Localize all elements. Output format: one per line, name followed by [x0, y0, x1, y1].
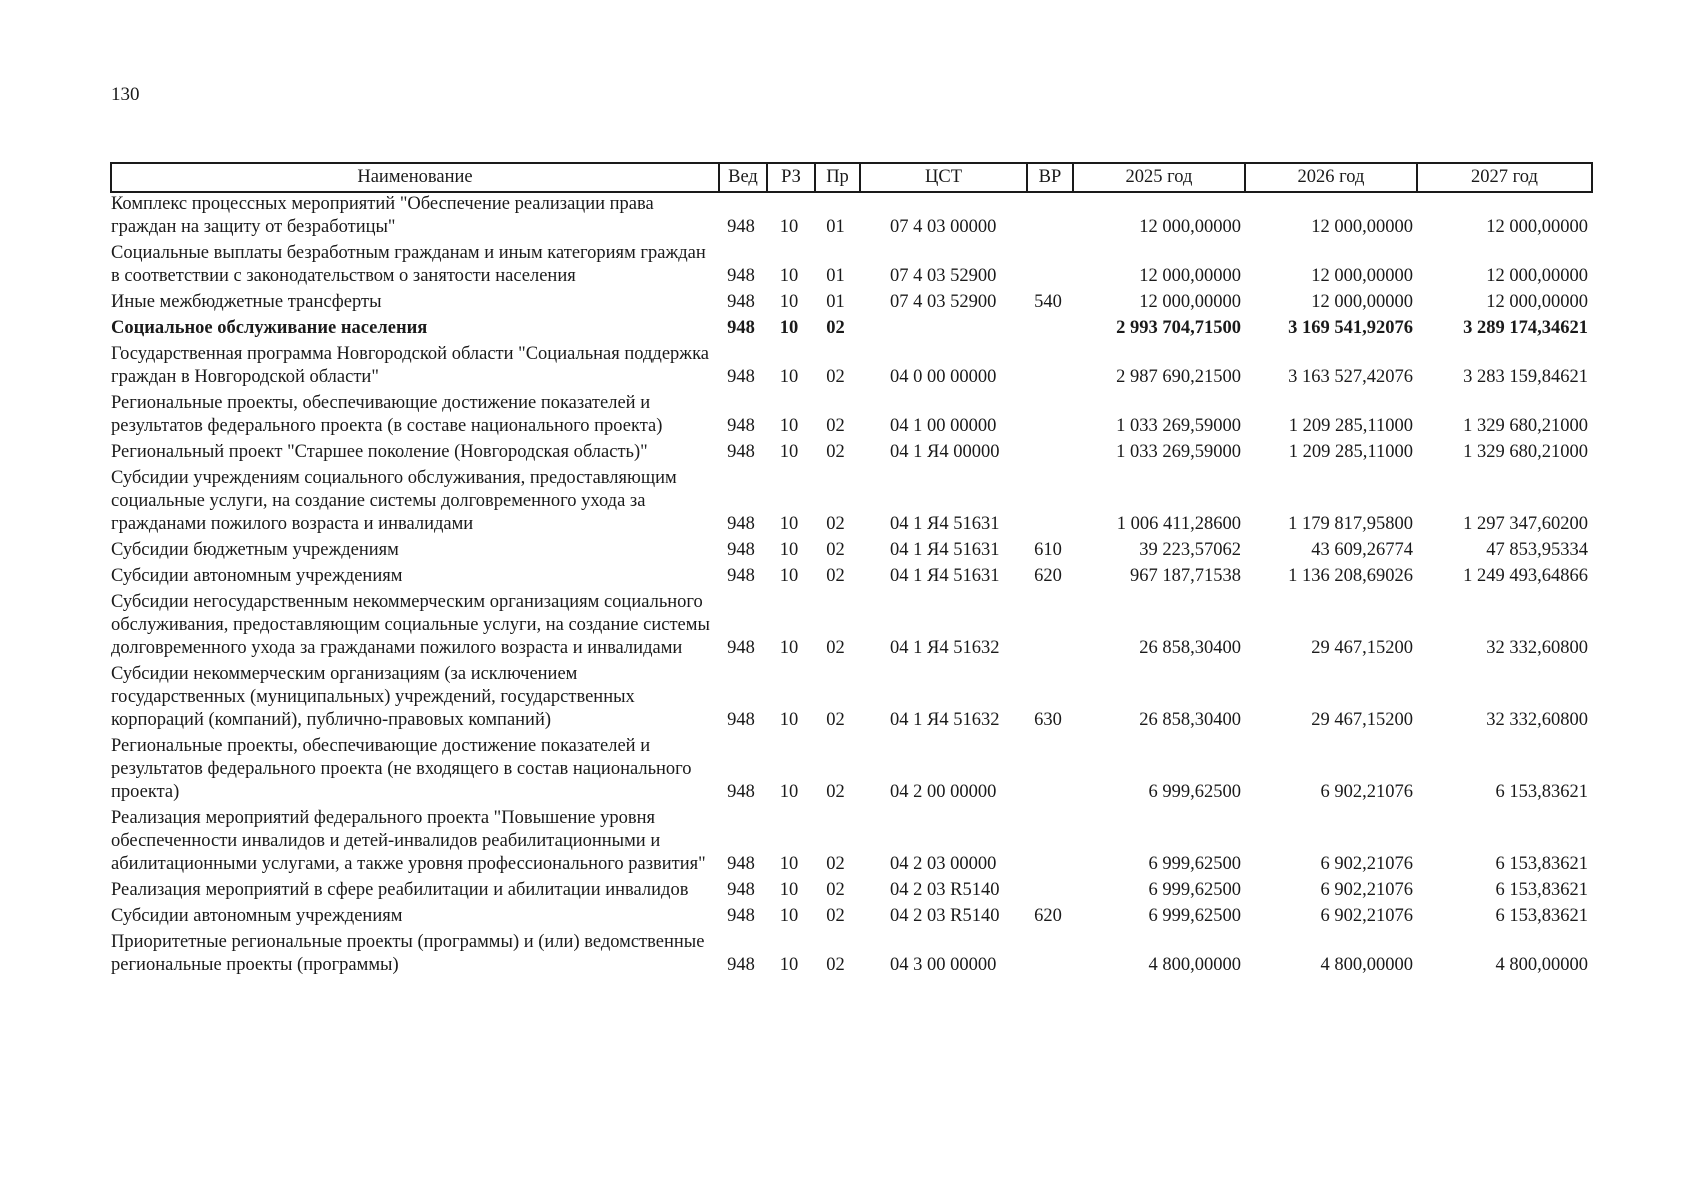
cell-2025: 12 000,00000	[1139, 217, 1241, 237]
cell-rz: 10	[779, 514, 799, 534]
cell-2026: 12 000,00000	[1311, 217, 1413, 237]
cell-2026: 6 902,21076	[1320, 782, 1413, 802]
cell-2025: 6 999,62500	[1148, 854, 1241, 874]
cell-rz: 10	[779, 540, 799, 560]
table-row	[111, 879, 1592, 905]
cell-2027: 1 297 347,60200	[1463, 514, 1588, 534]
cell-pr: 02	[826, 710, 845, 730]
cell-2027: 32 332,60800	[1486, 710, 1588, 730]
cell-2027: 4 800,00000	[1495, 955, 1588, 975]
cell-cst: 07 4 03 00000	[890, 217, 997, 237]
cell-ved: 948	[727, 955, 755, 975]
cell-vr	[1027, 343, 1073, 392]
cell-2026: 12 000,00000	[1311, 266, 1413, 286]
table-row	[111, 539, 1592, 565]
cell-vr: 610	[1034, 540, 1062, 560]
cell-2027: 32 332,60800	[1486, 638, 1588, 658]
cell-ved: 948	[727, 540, 755, 560]
cell-2025: 1 006 411,28600	[1116, 514, 1241, 534]
cell-ved: 948	[727, 292, 755, 312]
cell-2026: 1 209 285,11000	[1288, 416, 1413, 436]
cell-vr	[1027, 735, 1073, 807]
cell-cst: 04 2 03 R5140	[890, 906, 1000, 926]
table-row	[111, 735, 1592, 807]
cell-pr: 02	[826, 906, 845, 926]
cell-cst: 04 3 00 00000	[890, 955, 997, 975]
header-vr: ВР	[1027, 163, 1073, 192]
cell-pr: 01	[826, 217, 845, 237]
cell-pr: 02	[826, 540, 845, 560]
cell-name: Социальное обслуживание населения	[111, 318, 428, 338]
table-row	[111, 807, 1592, 879]
cell-pr: 02	[826, 318, 845, 338]
cell-ved: 948	[727, 782, 755, 802]
cell-2026: 1 136 208,69026	[1288, 566, 1413, 586]
cell-ved: 948	[727, 566, 755, 586]
header-cst: ЦСТ	[860, 163, 1027, 192]
cell-cst: 07 4 03 52900	[890, 266, 997, 286]
cell-2026: 6 902,21076	[1320, 906, 1413, 926]
cell-2027: 6 153,83621	[1495, 880, 1588, 900]
cell-vr	[1027, 441, 1073, 467]
table-row	[111, 441, 1592, 467]
cell-ved: 948	[727, 710, 755, 730]
cell-2027: 1 249 493,64866	[1463, 566, 1588, 586]
cell-2025: 6 999,62500	[1148, 782, 1241, 802]
cell-cst: 04 2 03 R5140	[890, 880, 1000, 900]
cell-rz: 10	[779, 880, 799, 900]
cell-name: Реализация мероприятий федерального проекта "Повышение уровня обеспеченности инвалидов и детей-инвалидов реабилитационными и абилитационными услугами, а также уровня профессионального развития"	[111, 808, 706, 874]
cell-name: Реализация мероприятий в сфере реабилитации и абилитации инвалидов	[111, 880, 689, 900]
cell-pr: 02	[826, 514, 845, 534]
cell-2025: 26 858,30400	[1139, 638, 1241, 658]
cell-name: Субсидии бюджетным учреждениям	[111, 540, 399, 560]
cell-rz: 10	[779, 906, 799, 926]
cell-2026: 3 163 527,42076	[1288, 367, 1413, 387]
cell-ved: 948	[727, 367, 755, 387]
cell-2027: 3 283 159,84621	[1463, 367, 1588, 387]
cell-ved: 948	[727, 416, 755, 436]
cell-vr: 620	[1034, 566, 1062, 586]
cell-2025: 12 000,00000	[1139, 292, 1241, 312]
cell-vr	[1027, 807, 1073, 879]
cell-vr	[1027, 879, 1073, 905]
cell-2026: 3 169 541,92076	[1288, 318, 1413, 338]
cell-ved: 948	[727, 217, 755, 237]
cell-name: Приоритетные региональные проекты (программы) и (или) ведомственные региональные проекты (программы)	[111, 932, 705, 975]
cell-pr: 02	[826, 442, 845, 462]
cell-vr	[1027, 591, 1073, 663]
table-row	[111, 663, 1592, 735]
cell-2025: 2 993 704,71500	[1116, 318, 1241, 338]
cell-vr	[1027, 931, 1073, 980]
cell-2026: 6 902,21076	[1320, 880, 1413, 900]
cell-cst: 04 2 03 00000	[890, 854, 997, 874]
cell-rz: 10	[779, 416, 799, 436]
cell-pr: 02	[826, 416, 845, 436]
cell-cst	[860, 317, 1027, 343]
cell-rz: 10	[779, 266, 799, 286]
cell-2026: 1 209 285,11000	[1288, 442, 1413, 462]
cell-cst: 04 0 00 00000	[890, 367, 997, 387]
cell-cst: 04 1 00 00000	[890, 416, 997, 436]
table-row	[111, 192, 1592, 242]
table-row	[111, 931, 1592, 980]
cell-ved: 948	[727, 880, 755, 900]
cell-2025: 39 223,57062	[1139, 540, 1241, 560]
cell-cst: 04 1 Я4 51631	[890, 566, 1000, 586]
cell-name: Иные межбюджетные трансферты	[111, 292, 382, 312]
cell-cst: 04 1 Я4 51632	[890, 638, 1000, 658]
header-2025: 2025 год	[1073, 163, 1245, 192]
cell-vr	[1027, 467, 1073, 539]
cell-ved: 948	[727, 514, 755, 534]
cell-ved: 948	[727, 638, 755, 658]
header-2026: 2026 год	[1245, 163, 1417, 192]
cell-pr: 02	[826, 782, 845, 802]
table-row	[111, 317, 1592, 343]
cell-rz: 10	[779, 638, 799, 658]
cell-2025: 4 800,00000	[1148, 955, 1241, 975]
cell-2027: 6 153,83621	[1495, 854, 1588, 874]
cell-vr	[1027, 392, 1073, 441]
cell-2025: 12 000,00000	[1139, 266, 1241, 286]
cell-cst: 04 1 Я4 00000	[890, 442, 1000, 462]
budget-table	[110, 162, 1593, 980]
cell-vr: 620	[1034, 906, 1062, 926]
table-row	[111, 291, 1592, 317]
cell-name: Субсидии негосударственным некоммерческим организациям социального обслуживания, предоставляющим социальные услуги, на создание системы долговременного ухода за гражданами пожилого возраста и инвалидами	[111, 592, 710, 658]
cell-name: Региональные проекты, обеспечивающие достижение показателей и результатов федерального проекта (в составе национального проекта)	[111, 393, 663, 436]
cell-pr: 02	[826, 566, 845, 586]
cell-pr: 01	[826, 292, 845, 312]
cell-cst: 04 1 Я4 51631	[890, 540, 1000, 560]
cell-name: Социальные выплаты безработным гражданам и иным категориям граждан в соответствии с законодательством о занятости населения	[111, 243, 706, 286]
table-row	[111, 467, 1592, 539]
cell-2027: 12 000,00000	[1486, 217, 1588, 237]
table-row	[111, 242, 1592, 291]
cell-2026: 4 800,00000	[1320, 955, 1413, 975]
cell-name: Комплекс процессных мероприятий "Обеспечение реализации права граждан на защиту от безработицы"	[111, 194, 654, 237]
cell-cst: 04 2 00 00000	[890, 782, 997, 802]
table-row	[111, 565, 1592, 591]
cell-2027: 1 329 680,21000	[1463, 416, 1588, 436]
cell-cst: 04 1 Я4 51631	[890, 514, 1000, 534]
cell-vr	[1027, 192, 1073, 242]
cell-ved: 948	[727, 266, 755, 286]
cell-ved: 948	[727, 906, 755, 926]
cell-ved: 948	[727, 318, 755, 338]
cell-vr: 540	[1034, 292, 1062, 312]
cell-rz: 10	[779, 367, 799, 387]
cell-rz: 10	[779, 442, 799, 462]
cell-rz: 10	[779, 318, 799, 338]
cell-2025: 967 187,71538	[1130, 566, 1241, 586]
cell-pr: 02	[826, 854, 845, 874]
cell-pr: 02	[826, 638, 845, 658]
cell-cst: 07 4 03 52900	[890, 292, 997, 312]
header-ved: Вед	[719, 163, 767, 192]
cell-rz: 10	[779, 854, 799, 874]
cell-2027: 6 153,83621	[1495, 782, 1588, 802]
cell-name: Региональный проект "Старшее поколение (Новгородская область)"	[111, 442, 648, 462]
cell-rz: 10	[779, 955, 799, 975]
table-row	[111, 905, 1592, 931]
cell-2025: 6 999,62500	[1148, 906, 1241, 926]
cell-rz: 10	[779, 292, 799, 312]
cell-pr: 02	[826, 955, 845, 975]
cell-cst: 04 1 Я4 51632	[890, 710, 1000, 730]
cell-2026: 12 000,00000	[1311, 292, 1413, 312]
cell-2026: 29 467,15200	[1311, 638, 1413, 658]
header-pr: Пр	[815, 163, 860, 192]
cell-name: Региональные проекты, обеспечивающие достижение показателей и результатов федерального проекта (не входящего в состав национального проекта)	[111, 736, 692, 802]
table-row	[111, 343, 1592, 392]
header-name: Наименование	[111, 163, 719, 192]
cell-name: Субсидии автономным учреждениям	[111, 906, 403, 926]
header-rz: РЗ	[767, 163, 815, 192]
cell-2026: 43 609,26774	[1311, 540, 1413, 560]
cell-name: Субсидии учреждениям социального обслуживания, предоставляющим социальные услуги, на создание системы долговременного ухода за гражданами пожилого возраста и инвалидами	[111, 468, 677, 534]
cell-2027: 47 853,95334	[1486, 540, 1588, 560]
cell-2027: 6 153,83621	[1495, 906, 1588, 926]
table-row	[111, 591, 1592, 663]
cell-rz: 10	[779, 782, 799, 802]
cell-2025: 1 033 269,59000	[1116, 442, 1241, 462]
cell-2026: 6 902,21076	[1320, 854, 1413, 874]
page-number: 130	[111, 84, 140, 105]
cell-name: Государственная программа Новгородской области "Социальная поддержка граждан в Новгородской области"	[111, 344, 709, 387]
cell-2025: 6 999,62500	[1148, 880, 1241, 900]
cell-ved: 948	[727, 442, 755, 462]
cell-name: Субсидии автономным учреждениям	[111, 566, 403, 586]
cell-ved: 948	[727, 854, 755, 874]
cell-vr	[1027, 317, 1073, 343]
cell-2027: 1 329 680,21000	[1463, 442, 1588, 462]
table-body	[111, 192, 1592, 980]
cell-2025: 2 987 690,21500	[1116, 367, 1241, 387]
cell-pr: 02	[826, 367, 845, 387]
cell-2027: 12 000,00000	[1486, 292, 1588, 312]
cell-2025: 26 858,30400	[1139, 710, 1241, 730]
cell-vr	[1027, 242, 1073, 291]
cell-pr: 02	[826, 880, 845, 900]
cell-2026: 1 179 817,95800	[1288, 514, 1413, 534]
header-2027: 2027 год	[1417, 163, 1592, 192]
cell-rz: 10	[779, 566, 799, 586]
table-header-row	[111, 163, 1592, 192]
cell-rz: 10	[779, 710, 799, 730]
cell-2026: 29 467,15200	[1311, 710, 1413, 730]
table-row	[111, 392, 1592, 441]
cell-vr: 630	[1034, 710, 1062, 730]
cell-2027: 3 289 174,34621	[1463, 318, 1588, 338]
cell-pr: 01	[826, 266, 845, 286]
cell-rz: 10	[779, 217, 799, 237]
cell-2027: 12 000,00000	[1486, 266, 1588, 286]
cell-2025: 1 033 269,59000	[1116, 416, 1241, 436]
cell-name: Субсидии некоммерческим организациям (за исключением государственных (муниципальных) учреждений, государственных корпораций (компаний), публично-правовых компаний)	[111, 664, 635, 730]
